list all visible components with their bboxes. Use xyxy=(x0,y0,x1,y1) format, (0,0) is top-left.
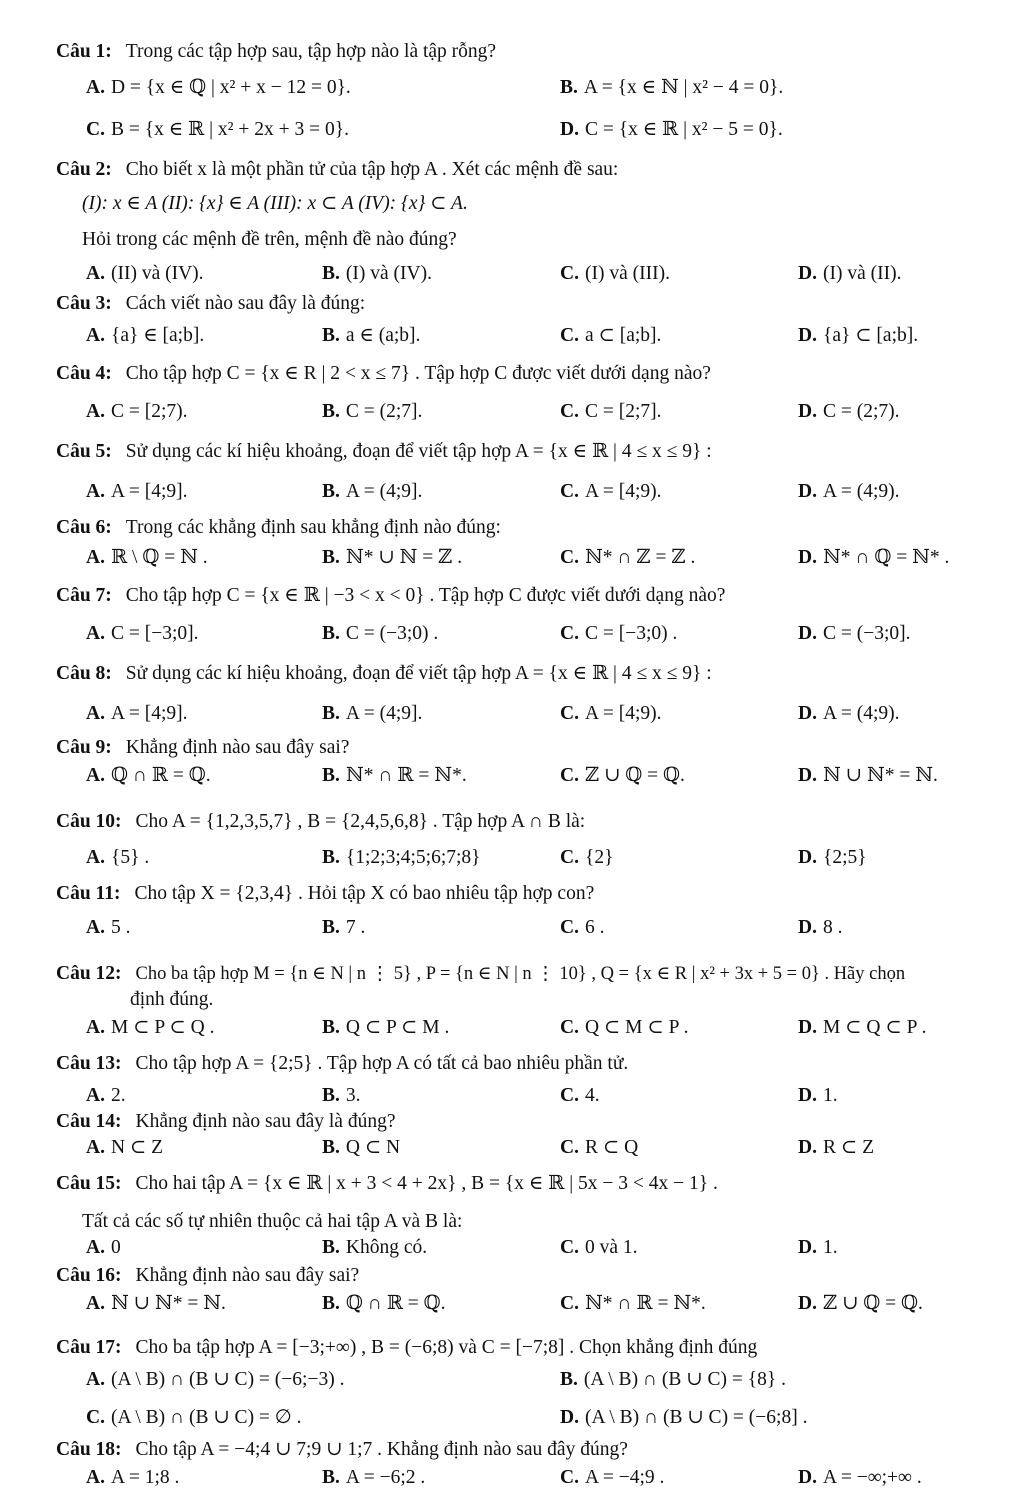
option-c[interactable]: C. C = [2;7]. xyxy=(560,401,662,422)
option-b[interactable]: B. A = (4;9]. xyxy=(322,481,423,502)
option-d[interactable]: D. ℕ ∪ ℕ* = ℕ. xyxy=(798,765,938,786)
option-d[interactable]: D. A = (4;9). xyxy=(798,703,900,724)
option-b[interactable]: B. A = (4;9]. xyxy=(322,703,423,724)
option-c[interactable]: C. ℕ* ∩ ℤ = ℤ . xyxy=(560,547,696,568)
option-d[interactable]: D. A = (4;9). xyxy=(798,481,900,502)
option-b[interactable]: B. (I) và (IV). xyxy=(322,263,432,284)
question-13: Câu 13: Cho tập hợp A = {2;5} . Tập hợp A có tất cả bao nhiêu phần tử. xyxy=(56,1053,629,1074)
option-c[interactable]: C. (I) và (III). xyxy=(560,263,670,284)
option-c[interactable]: C. ℤ ∪ ℚ = ℚ. xyxy=(560,765,685,786)
question-10: Câu 10: Cho A = {1,2,3,5,7} , B = {2,4,5,6,8} . Tập hợp A ∩ B là: xyxy=(56,811,586,832)
question-9: Câu 9: Khẳng định nào sau đây sai? xyxy=(56,737,350,758)
question-8: Câu 8: Sử dụng các kí hiệu khoảng, đoạn để viết tập hợp A = {x ∈ ℝ | 4 ≤ x ≤ 9} : xyxy=(56,663,712,684)
option-c[interactable]: C. ℕ* ∩ ℝ = ℕ*. xyxy=(560,1293,706,1314)
option-d[interactable]: D. (I) và (II). xyxy=(798,263,902,284)
option-a[interactable]: A. ℕ ∪ ℕ* = ℕ. xyxy=(86,1293,226,1314)
question-3: Câu 3: Cách viết nào sau đây là đúng: xyxy=(56,293,366,314)
option-d[interactable]: D. R ⊂ Z xyxy=(798,1137,874,1158)
option-b[interactable]: B. Q ⊂ P ⊂ M . xyxy=(322,1017,450,1038)
option-c[interactable]: C. A = −4;9 . xyxy=(560,1467,665,1488)
option-c[interactable]: C. Q ⊂ M ⊂ P . xyxy=(560,1017,689,1038)
option-d[interactable]: D. {a} ⊂ [a;b]. xyxy=(798,325,919,346)
option-a[interactable]: A. 5 . xyxy=(86,917,131,938)
option-b[interactable]: B. {1;2;3;4;5;6;7;8} xyxy=(322,847,481,868)
option-d[interactable]: D. C = {x ∈ ℝ | x² − 5 = 0}. xyxy=(560,119,783,140)
question-5: Câu 5: Sử dụng các kí hiệu khoảng, đoạn để viết tập hợp A = {x ∈ ℝ | 4 ≤ x ≤ 9} : xyxy=(56,441,712,462)
option-b[interactable]: B. a ∈ (a;b]. xyxy=(322,325,421,346)
question-14: Câu 14: Khẳng định nào sau đây là đúng? xyxy=(56,1111,396,1132)
option-b[interactable]: B. ℚ ∩ ℝ = ℚ. xyxy=(322,1293,446,1314)
option-b[interactable]: B. C = (−3;0) . xyxy=(322,623,439,644)
option-c[interactable]: C. 0 và 1. xyxy=(560,1237,638,1258)
option-b[interactable]: B. A = {x ∈ ℕ | x² − 4 = 0}. xyxy=(560,77,784,98)
question-1 xyxy=(56,40,1020,64)
option-a[interactable]: A. 2. xyxy=(86,1085,126,1106)
question-17: Câu 17: Cho ba tập hợp A = [−3;+∞) , B = (−6;8) và C = [−7;8] . Chọn khẳng định đúng xyxy=(56,1337,758,1358)
option-d[interactable]: D. M ⊂ Q ⊂ P . xyxy=(798,1017,927,1038)
option-b[interactable]: B. Không có. xyxy=(322,1237,428,1258)
option-d[interactable]: D. 8 . xyxy=(798,917,843,938)
option-c[interactable]: C. A = [4;9). xyxy=(560,481,662,502)
question-12: Câu 12: Cho ba tập hợp M = {n ∈ N | n ⋮ 5} , P = {n ∈ N | n ⋮ 10} , Q = {x ∈ R | x² + 3x + 5 = 0} . Hãy chọn xyxy=(56,963,906,984)
option-a[interactable]: A. ℝ \ ℚ = ℕ . xyxy=(86,547,208,568)
question-4: Câu 4: Cho tập hợp C = {x ∈ R | 2 < x ≤ 7} . Tập hợp C được viết dưới dạng nào? xyxy=(56,363,711,384)
option-a[interactable]: A. D = {x ∈ ℚ | x² + x − 12 = 0}. xyxy=(86,77,351,98)
question-16: Câu 16: Khẳng định nào sau đây sai? xyxy=(56,1265,360,1286)
question-note: Hỏi trong các mệnh đề trên, mệnh đề nào đúng? xyxy=(82,229,457,250)
question-18: Câu 18: Cho tập A = −4;4 ∪ 7;9 ∪ 1;7 . Khẳng định nào sau đây đúng? xyxy=(56,1439,628,1460)
question-note: Tất cả các số tự nhiên thuộc cả hai tập A và B là: xyxy=(82,1211,463,1232)
option-a[interactable]: A. 0 xyxy=(86,1237,121,1258)
question-11: Câu 11: Cho tập X = {2,3,4} . Hỏi tập X có bao nhiêu tập hợp con? xyxy=(56,883,595,904)
option-b[interactable]: B. ℕ* ∩ ℝ = ℕ*. xyxy=(322,765,467,786)
option-a[interactable]: A. {5} . xyxy=(86,847,150,868)
option-b[interactable]: B. A = −6;2 . xyxy=(322,1467,426,1488)
option-c[interactable]: C. a ⊂ [a;b]. xyxy=(560,325,662,346)
option-b[interactable]: B. 3. xyxy=(322,1085,361,1106)
question-2: Câu 2: Cho biết x là một phần tử của tập hợp A . Xét các mệnh đề sau: xyxy=(56,159,619,180)
option-b[interactable]: B. 7 . xyxy=(322,917,366,938)
option-a[interactable]: A. N ⊂ Z xyxy=(86,1137,164,1158)
option-b[interactable]: B. (A \ B) ∩ (B ∪ C) = {8} . xyxy=(560,1369,786,1390)
option-a[interactable]: A. C = [2;7). xyxy=(86,401,188,422)
option-a[interactable]: A. A = [4;9]. xyxy=(86,481,188,502)
option-c[interactable]: C. A = [4;9). xyxy=(560,703,662,724)
question-7: Câu 7: Cho tập hợp C = {x ∈ ℝ | −3 < x < 0} . Tập hợp C được viết dưới dạng nào? xyxy=(56,585,726,606)
option-a[interactable]: A. C = [−3;0]. xyxy=(86,623,199,644)
option-a[interactable]: A. A = [4;9]. xyxy=(86,703,188,724)
option-a[interactable]: A. (II) và (IV). xyxy=(86,263,204,284)
question-statement: (I): x ∈ A (II): {x} ∈ A (III): x ⊂ A (IV): {x} ⊂ A. xyxy=(82,193,468,214)
option-a[interactable]: A. ℚ ∩ ℝ = ℚ. xyxy=(86,765,211,786)
option-a[interactable]: A. (A \ B) ∩ (B ∪ C) = (−6;−3) . xyxy=(86,1369,345,1390)
question-15: Câu 15: Cho hai tập A = {x ∈ ℝ | x + 3 < 4 + 2x} , B = {x ∈ ℝ | 5x − 3 < 4x − 1} . xyxy=(56,1173,718,1194)
option-c[interactable]: C. R ⊂ Q xyxy=(560,1137,639,1158)
option-a[interactable]: A. A = 1;8 . xyxy=(86,1467,180,1488)
option-d[interactable]: D. 1. xyxy=(798,1085,838,1106)
option-b[interactable]: B. C = (2;7]. xyxy=(322,401,423,422)
question-6: Câu 6: Trong các khẳng định sau khẳng định nào đúng: xyxy=(56,517,501,538)
question-note: định đúng. xyxy=(130,989,214,1010)
option-d[interactable]: D. {2;5} xyxy=(798,847,867,868)
question-label: Câu 1: xyxy=(56,41,112,62)
option-c[interactable]: C. B = {x ∈ ℝ | x² + 2x + 3 = 0}. xyxy=(86,119,349,140)
option-d[interactable]: D. A = −∞;+∞ . xyxy=(798,1467,922,1488)
question-text: Trong các tập hợp sau, tập hợp nào là tập rỗng? xyxy=(125,41,497,62)
option-c[interactable]: C. {2} xyxy=(560,847,614,868)
option-d[interactable]: D. 1. xyxy=(798,1237,838,1258)
option-c[interactable]: C. 6 . xyxy=(560,917,605,938)
option-a[interactable]: A. {a} ∈ [a;b]. xyxy=(86,325,205,346)
option-c[interactable]: C. 4. xyxy=(560,1085,600,1106)
option-a[interactable]: A. M ⊂ P ⊂ Q . xyxy=(86,1017,215,1038)
option-c[interactable]: C. C = [−3;0) . xyxy=(560,623,678,644)
option-d[interactable]: D. ℤ ∪ ℚ = ℚ. xyxy=(798,1293,923,1314)
option-d[interactable]: D. C = (−3;0]. xyxy=(798,623,911,644)
option-b[interactable]: B. ℕ* ∪ ℕ = ℤ . xyxy=(322,547,463,568)
option-d[interactable]: D. (A \ B) ∩ (B ∪ C) = (−6;8] . xyxy=(560,1407,808,1428)
option-c[interactable]: C. (A \ B) ∩ (B ∪ C) = ∅ . xyxy=(86,1407,302,1428)
option-b[interactable]: B. Q ⊂ N xyxy=(322,1137,401,1158)
option-d[interactable]: D. C = (2;7). xyxy=(798,401,900,422)
option-d[interactable]: D. ℕ* ∩ ℚ = ℕ* . xyxy=(798,547,950,568)
